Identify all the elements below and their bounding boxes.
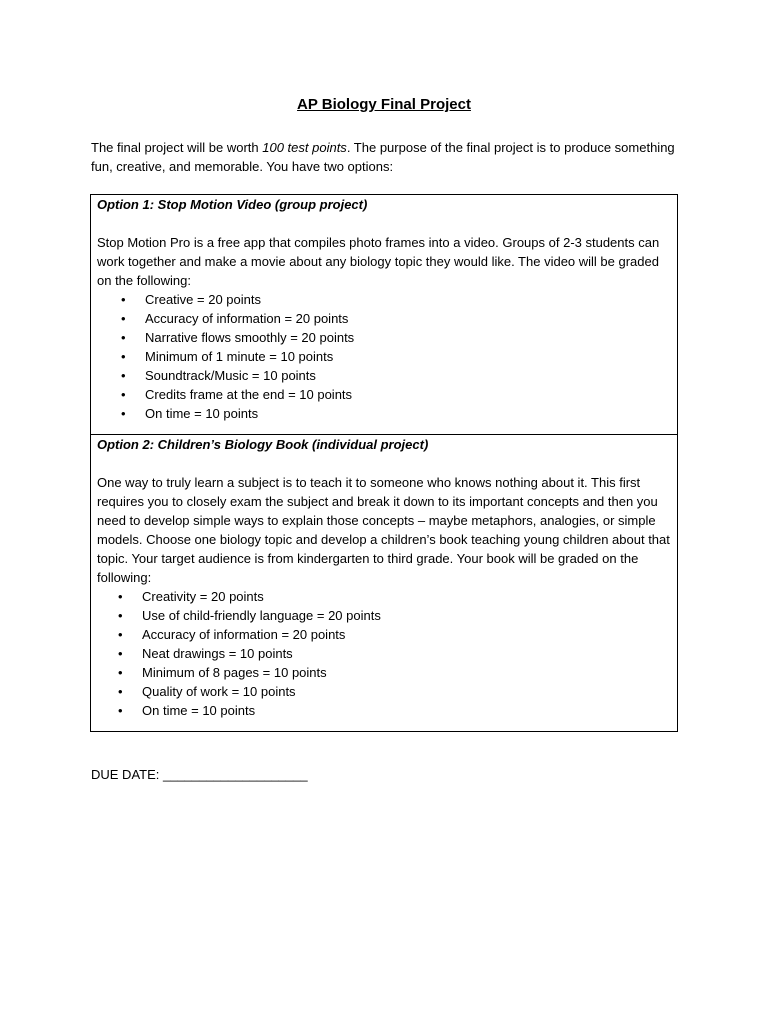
option-1-description: Stop Motion Pro is a free app that compiles photo frames into a video. Groups of 2-3 students can work together and make a movie about any biology topic they would like. The video will be graded on the following: — [97, 235, 660, 288]
criteria-text: Creativity = 20 points — [142, 589, 264, 604]
criteria-item — [97, 663, 671, 682]
criteria-item — [97, 404, 671, 423]
bullet-icon: • — [121, 330, 126, 345]
bullet-icon: • — [118, 627, 123, 642]
criteria-item — [97, 682, 671, 701]
option-1-heading: Option 1: Stop Motion Video (group project) — [97, 197, 368, 212]
criteria-text: On time = 10 points — [142, 703, 256, 718]
due-date-line: DUE DATE: ____________________ — [91, 767, 308, 782]
criteria-text: Narrative flows smoothly = 20 points — [145, 330, 355, 345]
option-2-heading: Option 2: Children’s Biology Book (individual project) — [97, 437, 429, 452]
bullet-icon: • — [121, 292, 126, 307]
bullet-icon: • — [118, 684, 123, 699]
options-table — [90, 194, 678, 732]
option-1-criteria-list — [97, 290, 671, 423]
intro-emphasis: 100 test points — [262, 140, 347, 155]
criteria-text: Accuracy of information = 20 points — [145, 311, 349, 326]
criteria-text: On time = 10 points — [145, 406, 259, 421]
intro-text-end: . The purpose of the final project is to produce something fun, creative, and memorable. You have two options: — [91, 140, 675, 174]
criteria-text: Creative = 20 points — [145, 292, 261, 307]
bullet-icon: • — [121, 406, 126, 421]
option-1-row — [91, 195, 678, 435]
bullet-icon: • — [118, 646, 123, 661]
criteria-item — [97, 328, 671, 347]
option-2-cell — [91, 435, 678, 732]
criteria-text: Credits frame at the end = 10 points — [145, 387, 353, 402]
criteria-item — [97, 347, 671, 366]
criteria-text: Use of child-friendly language = 20 points — [142, 608, 381, 623]
criteria-item — [97, 385, 671, 404]
criteria-item — [97, 290, 671, 309]
option-1-cell — [91, 195, 678, 435]
criteria-item — [97, 625, 671, 644]
intro-text-start: The final project will be worth — [91, 140, 263, 155]
option-2-row — [91, 435, 678, 732]
intro-paragraph — [91, 138, 681, 176]
criteria-item — [97, 366, 671, 385]
criteria-text: Soundtrack/Music = 10 points — [145, 368, 316, 383]
page-title: AP Biology Final Project — [297, 96, 471, 113]
bullet-icon: • — [121, 368, 126, 383]
option-2-criteria-list — [97, 587, 671, 720]
criteria-item — [97, 701, 671, 720]
criteria-text: Minimum of 8 pages = 10 points — [142, 665, 327, 680]
criteria-text: Neat drawings = 10 points — [142, 646, 293, 661]
criteria-text: Minimum of 1 minute = 10 points — [145, 349, 334, 364]
criteria-item — [97, 309, 671, 328]
criteria-item — [97, 606, 671, 625]
bullet-icon: • — [118, 665, 123, 680]
option-2-description: One way to truly learn a subject is to teach it to someone who knows nothing about it. This first requires you to closely exam the subject and break it down to its important concepts and then you need to develop simple ways to explain those concepts – maybe metaphors, analogies, or simple models. Choose one biology topic and develop a children’s book teaching young children about that topic. Your target audience is from kindergarten to third grade. Your book will be graded on the following: — [97, 475, 670, 585]
criteria-item — [97, 644, 671, 663]
bullet-icon: • — [121, 349, 126, 364]
criteria-text: Quality of work = 10 points — [142, 684, 296, 699]
bullet-icon: • — [118, 703, 123, 718]
bullet-icon: • — [121, 311, 126, 326]
bullet-icon: • — [121, 387, 126, 402]
criteria-item — [97, 587, 671, 606]
bullet-icon: • — [118, 608, 123, 623]
bullet-icon: • — [118, 589, 123, 604]
criteria-text: Accuracy of information = 20 points — [142, 627, 346, 642]
